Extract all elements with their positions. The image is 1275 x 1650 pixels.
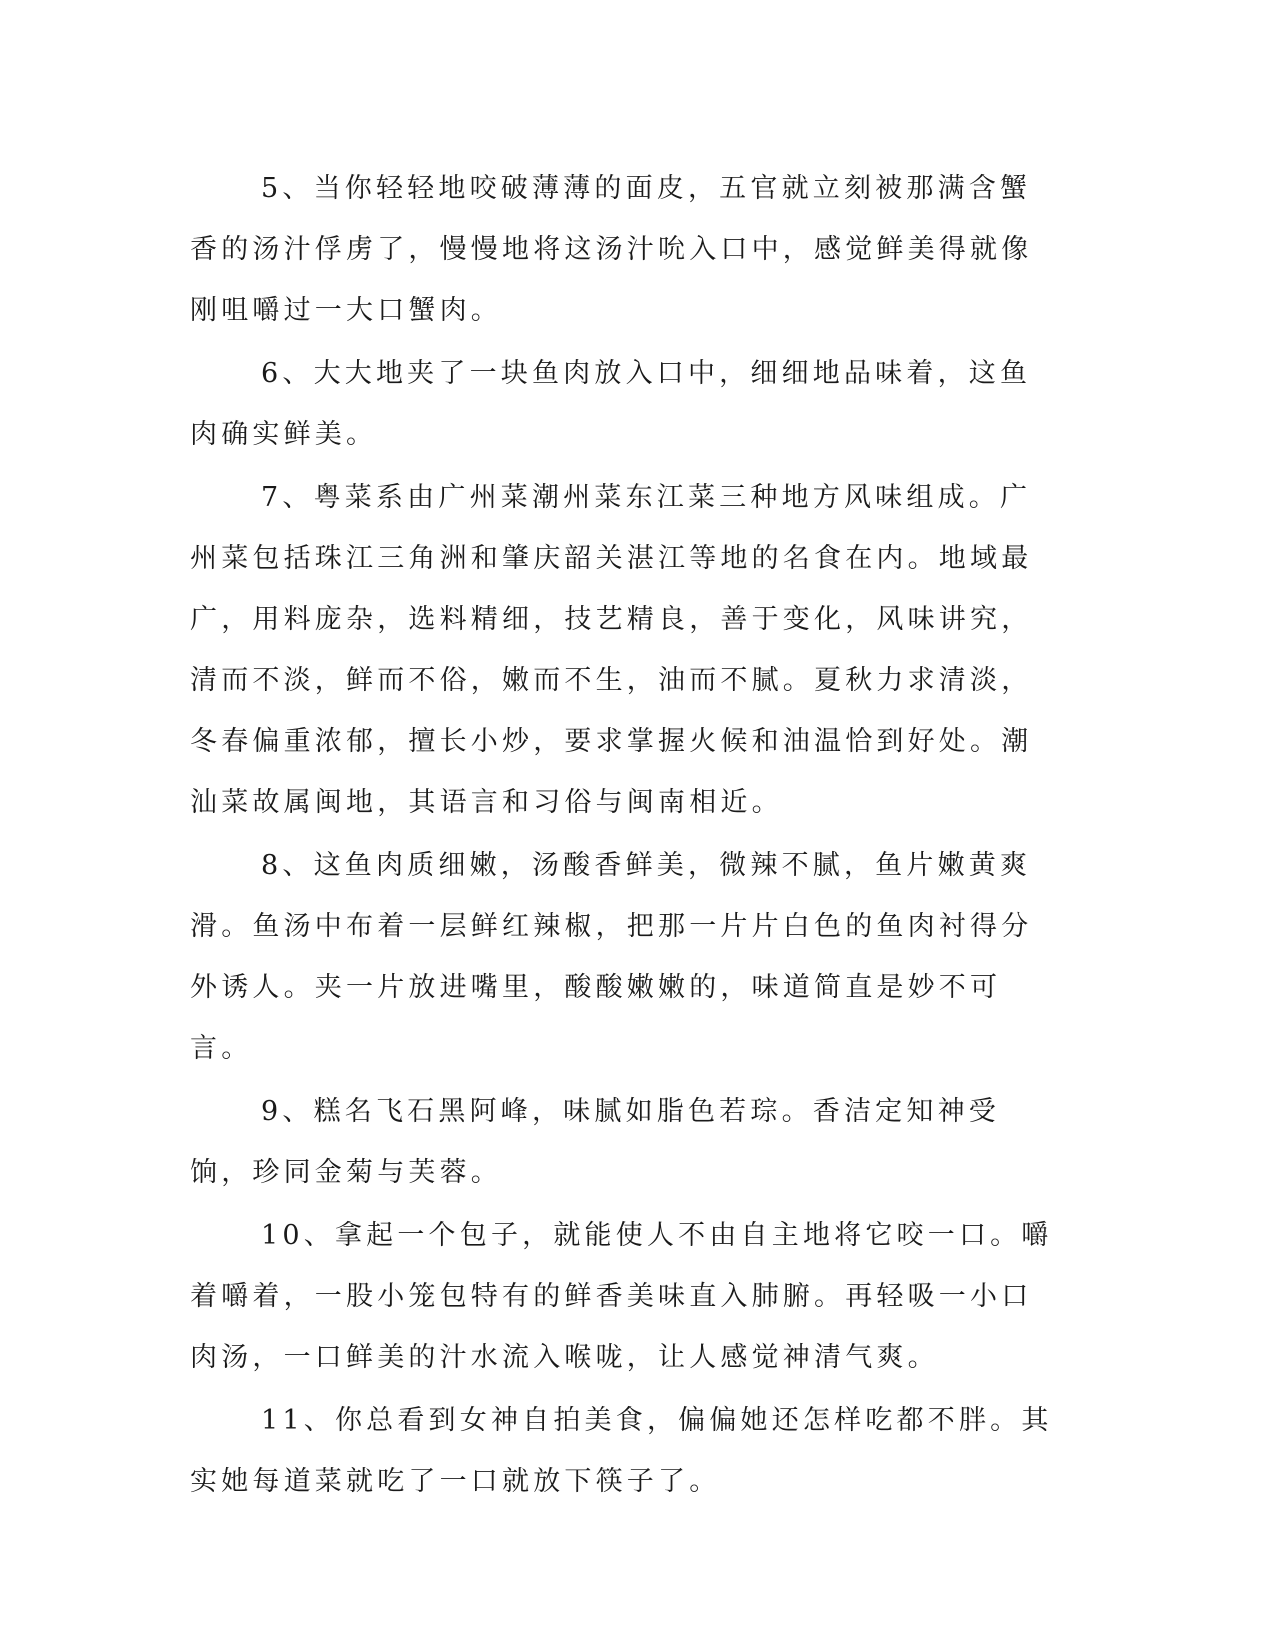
paragraph-8: 8、这鱼肉质细嫩，汤酸香鲜美，微辣不腻，鱼片嫩黄爽滑。鱼汤中布着一层鲜红辣椒，把那一片片白色的鱼肉衬得分外诱人。夹一片放进嘴里，酸酸嫩嫩的，味道简直是妙不可言。 <box>190 850 1033 1064</box>
paragraph-9: 9、糕名飞石黑阿峰，味腻如脂色若琮。香洁定知神受饷，珍同金菊与芙蓉。 <box>190 1096 1000 1188</box>
paragraph-11: 11、你总看到女神自拍美食，偏偏她还怎样吃都不胖。其实她每道菜就吃了一口就放下筷子了。 <box>190 1405 1053 1497</box>
paragraph-6: 6、大大地夹了一块鱼肉放入口中，细细地品味着，这鱼肉确实鲜美。 <box>190 358 1032 450</box>
paragraph-7: 7、粤菜系由广州菜潮州菜东江菜三种地方风味组成。广州菜包括珠江三角洲和肇庆韶关湛江等地的名食在内。地域最广，用料庞杂，选料精细，技艺精良，善于变化，风味讲究，清而不淡，鲜而不俗，嫩而不生，油而不腻。夏秋力求清淡，冬春偏重浓郁，擅长小炒，要求掌握火候和油温恰到好处。潮汕菜故属闽地，其语言和习俗与闽南相近。 <box>190 482 1033 818</box>
paragraph-10: 10、拿起一个包子，就能使人不由自主地将它咬一口。嚼着嚼着，一股小笼包特有的鲜香美味直入肺腑。再轻吸一小口肉汤，一口鲜美的汁水流入喉咙，让人感觉神清气爽。 <box>190 1220 1053 1373</box>
paragraph-5: 5、当你轻轻地咬破薄薄的面皮，五官就立刻被那满含蟹香的汤汁俘虏了，慢慢地将这汤汁吮入口中，感觉鲜美得就像刚咀嚼过一大口蟹肉。 <box>190 173 1033 326</box>
document-body <box>190 158 1060 1514</box>
